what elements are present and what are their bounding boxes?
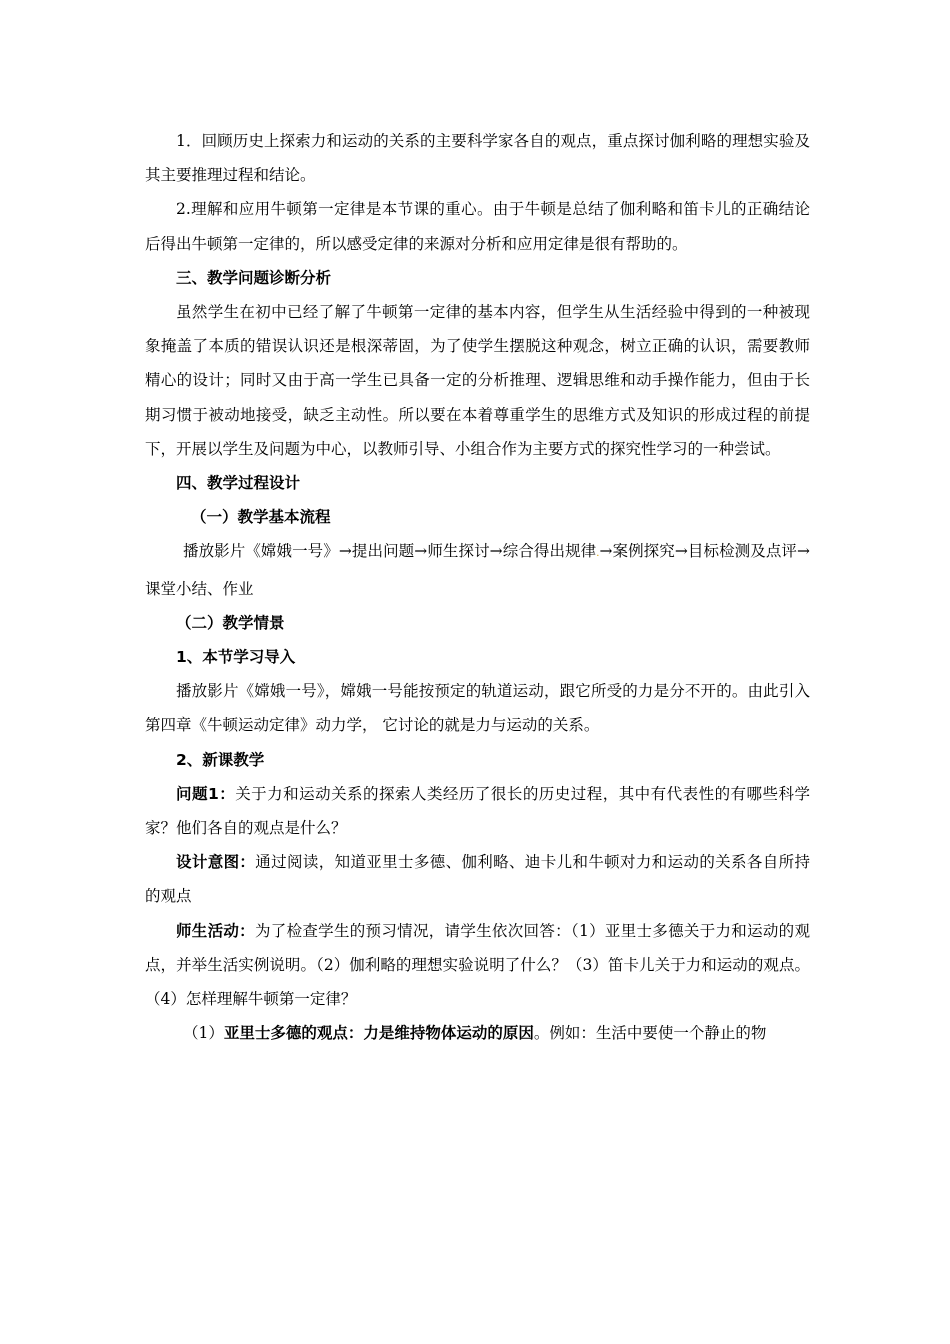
subheading-new-lesson: 2、新课教学: [176, 750, 265, 769]
diagnosis-paragraph: 虽然学生在初中已经了解了牛顿第一定律的基本内容，但学生从生活经验中得到的一种被现象掩盖了本质的错误认识还是根深蒂固，为了使学生摆脱这种观念，树立正确的认识，需要教师精心的设计；同时又由于高一学生已具备一定的分析推理、逻辑思维和动手操作能力，但由于长期习惯于被动地接受，缺乏主动性。所以要在本着尊重学生的思维方式及知识的形成过程的前提下，开展以学生及问题为中心，以教师引导、小组合作为主要方式的探究性学习的一种尝试。: [145, 303, 810, 458]
aristotle-view-text: 。例如：生活中要使一个静止的物: [533, 1024, 767, 1043]
question-1-text: 关于力和运动关系的探索人类经历了很长的历史过程，其中有代表性的有哪些科学家？他们各自的观点是什么？: [145, 784, 810, 838]
question-1-label: 问题1：: [176, 784, 236, 803]
aristotle-prefix: （1）: [183, 1024, 224, 1043]
section-heading-process: 四、教学过程设计: [176, 474, 301, 493]
activity-text: 为了检查学生的预习情况，请学生依次回答：（1）亚里士多德关于力和运动的观点，并举生活实例说明。（2）伽利略的理想实验说明了什么？（3）笛卡儿关于力和运动的观点。（4）怎样理解牛顿第一定律？: [145, 921, 810, 1009]
flow-part-b: →案例探究→目标检测及点评→课堂小结、作业: [145, 542, 810, 598]
aristotle-paragraph: [145, 1016, 810, 1050]
subheading-lesson-intro: 1、本节学习导入: [176, 648, 296, 667]
flow-part-a: 播放影片《嫦娥一号》→提出问题→师生探讨→综合得出规律: [183, 542, 597, 561]
flow-dot: .: [596, 548, 600, 560]
design-intent-text: 通过阅读，知道亚里士多德、伽利略、迪卡儿和牛顿对力和运动的关系各自所持的观点: [145, 853, 810, 906]
subheading-teaching-scenario: （二）教学情景: [176, 613, 285, 632]
design-intent-label: 设计意图：: [176, 853, 256, 872]
activity-paragraph: [145, 914, 810, 1017]
activity-label: 师生活动：: [176, 921, 255, 940]
question-1-paragraph: [145, 777, 810, 845]
objective-paragraph-1: 1．回顾历史上探索力和运动的关系的主要科学家各自的观点，重点探讨伽利略的理想实验及其主要推理过程和结论。: [145, 132, 810, 185]
design-intent-paragraph: [145, 845, 810, 913]
section-heading-diagnosis: 三、教学问题诊断分析: [176, 268, 332, 287]
aristotle-view-bold: 亚里士多德的观点：力是维持物体运动的原因: [223, 1024, 534, 1043]
subheading-basic-flow: （一）教学基本流程: [191, 508, 331, 527]
document-body: [145, 124, 810, 1050]
flow-paragraph: [145, 534, 810, 605]
intro-paragraph: 播放影片《嫦娥一号》，嫦娥一号能按预定的轨道运动，跟它所受的力是分不开的。由此引入第四章《牛顿运动定律》动力学， 它讨论的就是力与运动的关系。: [145, 682, 810, 735]
objective-paragraph-2: 2.理解和应用牛顿第一定律是本节课的重心。由于牛顿是总结了伽利略和笛卡儿的正确结论后得出牛顿第一定律的，所以感受定律的来源对分析和应用定律是很有帮助的。: [145, 200, 810, 253]
